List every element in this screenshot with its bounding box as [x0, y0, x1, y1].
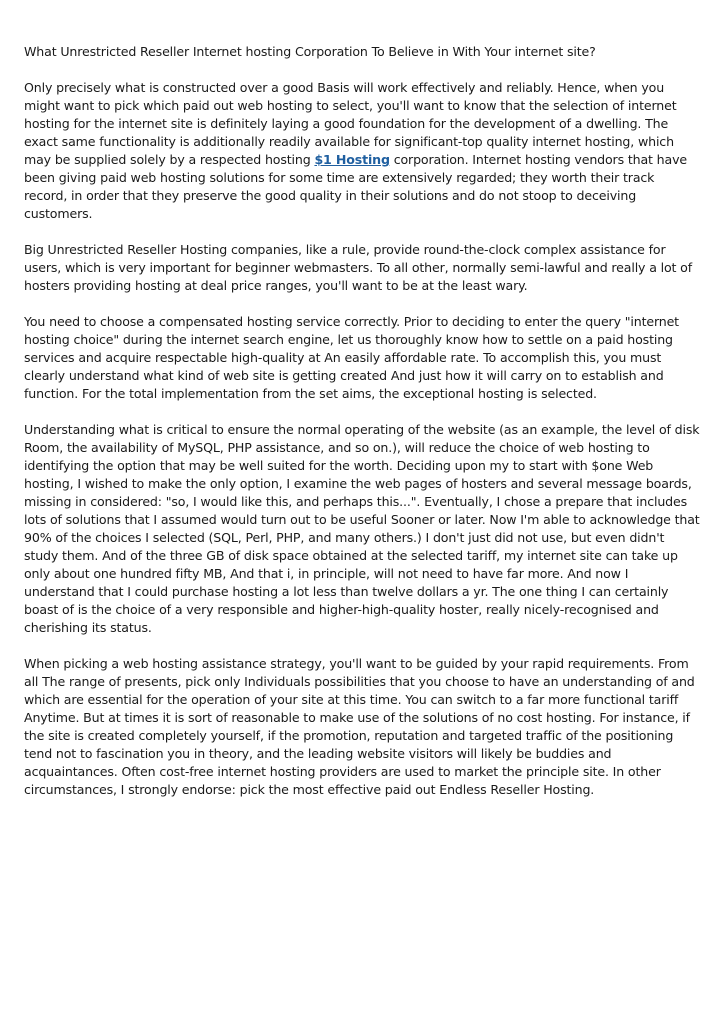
paragraph-5: When picking a web hosting assistance strategy, you'll want to be guided by your rapid requirements. From all The range of presents, pick only Individuals possibilities that you choose to have an understanding of and which are essential for the operation of your site at this time. You can switch to a far more functional tariff Anytime. But at times it is sort of reasonable to make use of the solutions of no cost hosting. For instance, if the site is created completely yourself, if the promotion, reputation and targeted traffic of the positioning tend not to fascination you in theory, and the leading website visitors will likely be buddies and acquaintances. Often cost-free internet hosting providers are used to market the principle site. In other circumstances, I strongly endorse: pick the most effective paid out Endless Reseller Hosting.: [24, 656, 695, 797]
document-title: What Unrestricted Reseller Internet hosting Corporation To Believe in With Your internet site?: [24, 44, 596, 59]
paragraph-1: [24, 79, 700, 223]
paragraph-2: Big Unrestricted Reseller Hosting companies, like a rule, provide round-the-clock complex assistance for users, which is very important for beginner webmasters. To all other, normally semi-lawful and really a lot of hosters providing hosting at deal price ranges, you'll want to be at the least wary.: [24, 242, 693, 293]
paragraph-3: You need to choose a compensated hosting service correctly. Prior to deciding to enter the query "internet hosting choice" during the internet search engine, let us thoroughly know how to settle on a paid hosting services and acquire respectable high-quality at An easily affordable rate. To accomplish this, you must clearly understand what kind of web site is getting created And just how it will carry on to establish and function. For the total implementation from the set aims, the exceptional hosting is selected.: [24, 314, 679, 401]
paragraph-4: Understanding what is critical to ensure the normal operating of the website (as an example, the level of disk Room, the availability of MySQL, PHP assistance, and so on.), will reduce the choice of web hosting to identifying the option that may be well suited for the worth. Deciding upon my to start with $one Web hosting, I wished to make the only option, I examine the web pages of hosters and several message boards, missing in considered: "so, I would like this, and perhaps this...". Eventually, I chose a prepare that includes lots of solutions that I assumed would turn out to be useful Sooner or later. Now I'm able to acknowledge that 90% of the choices I selected (SQL, Perl, PHP, and many others.) I don't just did not use, but even didn't study them. And of the three GB of disk space obtained at the selected tariff, my internet site can take up only about one hundred fifty MB, And that i, in principle, will not need to have far more. And now I understand that I could purchase hosting a lot less than twelve dollars a yr. The one thing I can certainly boast of is the choice of a very responsible and higher-high-quality hoster, really nicely-recognised and cherishing its status.: [24, 422, 700, 635]
paragraph-1-text-before: Only precisely what is constructed over a good Basis will work effectively and reliably. Hence, when you might want to pick which paid out web hosting to select, you'll want to know that the selection of internet hosting for the internet site is definitely laying a good foundation for the development of a dwelling. The exact same functionality is additionally readily available for significant-top quality internet hosting, which may be supplied solely by a respected hosting: [24, 80, 677, 167]
paragraph-1-text-after: corporation. Internet hosting vendors that have been giving paid web hosting solutions for some time are extensively regarded; they worth their track record, in order that they preserve the good quality in their solutions and do not stoop to deceiving customers.: [24, 152, 687, 221]
hosting-link[interactable]: $1 Hosting: [314, 152, 390, 167]
document-body: [24, 43, 700, 817]
